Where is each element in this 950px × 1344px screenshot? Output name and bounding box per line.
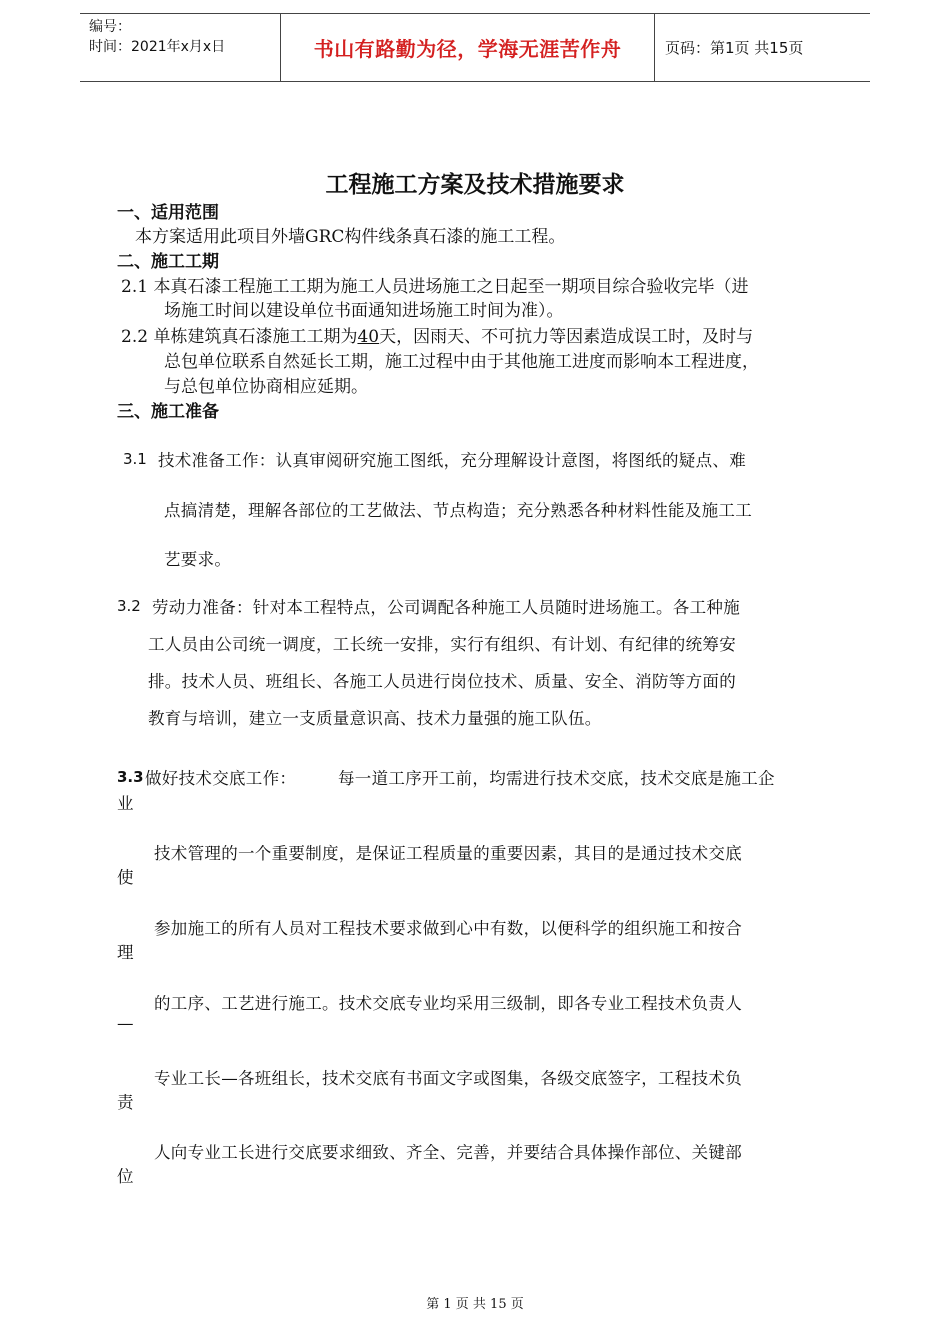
section-2-1-line-1: 2.1 本真石漆工程施工工期为施工人员进场施工之日起至一期项目综合验收完毕（进 bbox=[121, 277, 749, 297]
time-label: 时间：2021年x月x日 bbox=[89, 39, 226, 55]
section-3-2-line-3: 排。技术人员、班组长、各施工人员进行岗位技术、质量、安全、消防等方面的 bbox=[148, 672, 736, 691]
section-3-3-wrap-6: 位 bbox=[117, 1167, 134, 1186]
section-3-1-line-1: 技术准备工作：认真审阅研究施工图纸，充分理解设计意图，将图纸的疑点、难 bbox=[158, 451, 746, 470]
section-3-heading: 三、施工准备 bbox=[117, 402, 219, 422]
section-3-3-wrap-2: 使 bbox=[117, 868, 134, 887]
section-3-3-wrap-3: 理 bbox=[117, 943, 134, 962]
page-info: 页码：第1页 共15页 bbox=[665, 39, 804, 57]
section-2-2-line-3: 与总包单位协商相应延期。 bbox=[164, 377, 368, 397]
section-3-2-line-1: 劳动力准备：针对本工程特点，公司调配各种施工人员随时进场施工。各工种施 bbox=[152, 598, 740, 617]
section-1-text: 本方案适用此项目外墙GRC构件线条真石漆的施工工程。 bbox=[135, 227, 566, 247]
section-2-2-line-2: 总包单位联系自然延长工期，施工过程中由于其他施工进度而影响本工程进度， bbox=[164, 352, 759, 372]
header-left-cell bbox=[80, 14, 281, 81]
section-2-heading: 二、施工工期 bbox=[117, 252, 219, 272]
section-3-2-line-4: 教育与培训，建立一支质量意识高、技术力量强的施工队伍。 bbox=[148, 709, 602, 728]
section-2-2-line-1 bbox=[121, 322, 753, 347]
section-3-3-line-1a: 做好技术交底工作： bbox=[145, 769, 297, 788]
section-3-1-line-3: 艺要求。 bbox=[164, 550, 232, 569]
section-3-2-number: 3.2 bbox=[117, 597, 141, 615]
section-3-1-line-2: 点搞清楚，理解各部位的工艺做法、节点构造；充分熟悉各种材料性能及施工工 bbox=[164, 501, 752, 520]
section-3-3-line-3: 参加施工的所有人员对工程技术要求做到心中有数，以便科学的组织施工和按合 bbox=[154, 919, 742, 938]
section-3-1-number: 3.1 bbox=[123, 450, 147, 468]
code-label: 编号： bbox=[89, 19, 131, 35]
section-3-3-line-4: 的工序、工艺进行施工。技术交底专业均采用三级制，即各专业工程技术负责人 bbox=[154, 994, 742, 1013]
section-3-3-line-6: 人向专业工长进行交底要求细致、齐全、完善，并要结合具体操作部位、关键部 bbox=[154, 1143, 742, 1162]
section-3-3-line-5: 专业工长—各班组长，技术交底有书面文字或图集，各级交底签字，工程技术负 bbox=[154, 1069, 742, 1088]
header-table bbox=[80, 13, 870, 82]
page-footer: 第 1 页 共 15 页 bbox=[426, 1297, 524, 1312]
motto: 书山有路勤为径，学海无涯苦作舟 bbox=[281, 14, 655, 81]
section-2-2-pre: 2.2 单栋建筑真石漆施工工期为 bbox=[121, 327, 358, 347]
section-3-3-line-1b: 每一道工序开工前，均需进行技术交底，技术交底是施工企 bbox=[338, 769, 775, 788]
section-2-2-days: 40 bbox=[357, 327, 380, 347]
section-3-3-wrap-5: 责 bbox=[117, 1093, 134, 1112]
section-2-1-line-2: 场施工时间以建设单位书面通知进场施工时间为准）。 bbox=[164, 301, 564, 321]
section-3-3-number: 3.3 bbox=[117, 768, 144, 786]
section-3-3-wrap-4: — bbox=[117, 1014, 134, 1033]
section-3-3-wrap-1: 业 bbox=[117, 794, 134, 813]
section-2-2-post: 天，因雨天、不可抗力等因素造成误工时，及时与 bbox=[379, 327, 754, 347]
section-3-3-line-2: 技术管理的一个重要制度，是保证工程质量的重要因素，其目的是通过技术交底 bbox=[154, 844, 742, 863]
section-1-heading: 一、适用范围 bbox=[117, 203, 219, 223]
document-title: 工程施工方案及技术措施要求 bbox=[325, 172, 625, 198]
section-3-2-line-2: 工人员由公司统一调度，工长统一安排，实行有组织、有计划、有纪律的统筹安 bbox=[148, 635, 736, 654]
